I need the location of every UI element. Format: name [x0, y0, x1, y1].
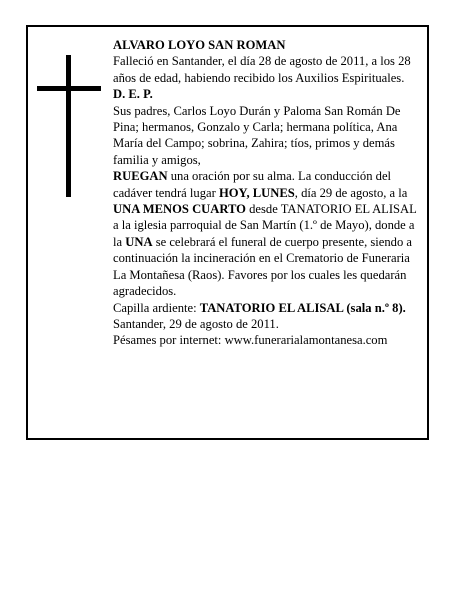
deceased-name: ALVARO LOYO SAN ROMAN [113, 38, 286, 52]
date-line: Santander, 29 de agosto de 2011. [113, 316, 279, 331]
ruegan-paragraph [113, 168, 425, 299]
capilla-value: TANATORIO EL ALISAL (sala n.º 8). [199, 300, 406, 315]
ceremony-time: UNA MENOS CUARTO [113, 202, 246, 217]
funeral-time: UNA [125, 234, 153, 249]
death-notice-paragraph: Falleció en Santander, el día 28 de agosto de 2011, a los 28 años de edad, habiendo recibido los Auxilios Espirituales. [113, 54, 411, 85]
cross-icon [37, 55, 101, 197]
ruegan-text-4: se celebrará el funeral de cuerpo presente, siendo a continuación la incineración en el Crematorio de Funeraria La Montañesa (Raos). Favores por los cuales les quedarán agradecidos. [113, 234, 412, 299]
capilla-label: Capilla ardiente: [113, 300, 200, 315]
capilla-line [113, 300, 425, 316]
pesames-line: Pésames por internet: www.funerarialamontanesa.com [113, 333, 388, 348]
obituary-text [113, 37, 425, 349]
dep-line: D. E. P. [113, 87, 153, 102]
ruegan-lead: RUEGAN [113, 169, 168, 184]
cross-vertical-bar [66, 55, 71, 197]
cross-horizontal-bar [37, 86, 101, 91]
family-paragraph: Sus padres, Carlos Loyo Durán y Paloma San Román De Pina; hermanos, Gonzalo y Carla; hermana política, Ana María del Campo; sobrina, Zahira; tíos, primos y demás familia y amigos, [113, 103, 401, 167]
ruegan-text-1: una oración por su alma. La conducción del cadáver tendrá lugar [113, 169, 392, 200]
ruegan-text-2: , día 29 de agosto, a la [294, 185, 408, 200]
ceremony-day: HOY, LUNES [218, 185, 295, 200]
ruegan-text-3: desde TANATORIO EL ALISAL a la iglesia parroquial de San Martín (1.º de Mayo), donde a la [113, 202, 417, 249]
